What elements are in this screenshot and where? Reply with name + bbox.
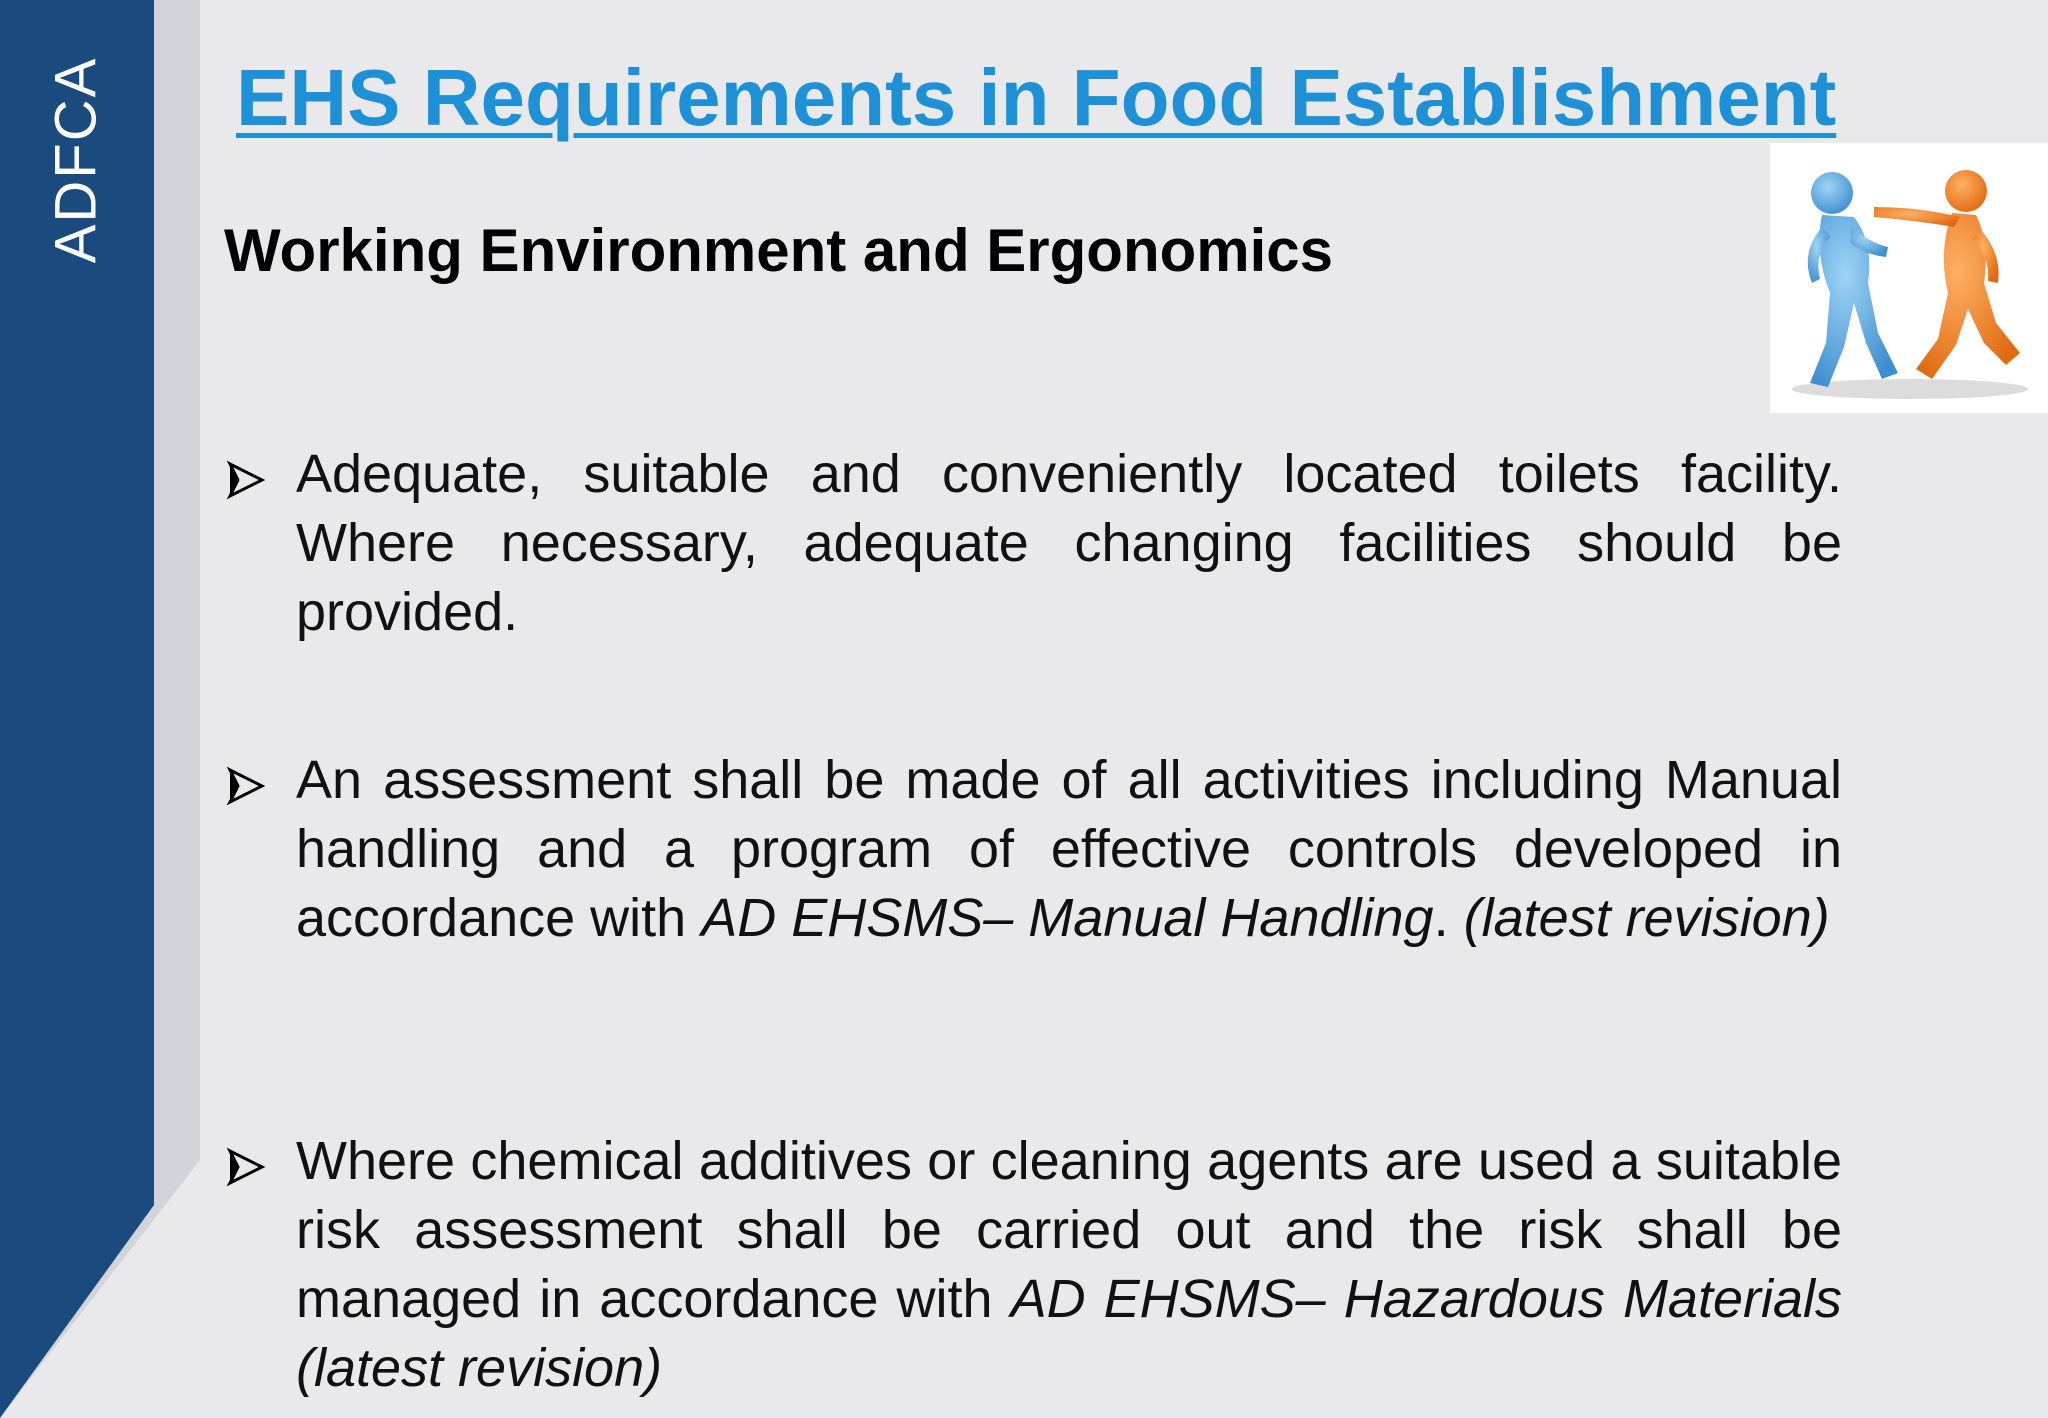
bullet-text-period: . (1433, 888, 1464, 948)
pointing-figures-icon (1770, 143, 2048, 413)
bullet-text-reference: AD EHSMS– Hazardous Materials (latest revision) (296, 1269, 1843, 1398)
bullet-text-plain: Where chemical additives or cleaning agents are used a suitable risk assessment shall be carried out and the risk shall be managed in accordance with (296, 1131, 1842, 1329)
bullet-text-plain: An assessment shall be made of all activities including Manual handling and a program of effective controls developed in accordance with (296, 750, 1842, 948)
arrow-bullet-icon (224, 1145, 268, 1189)
arrow-bullet-icon (224, 458, 268, 502)
bullet-text-revision: (latest revision) (1463, 888, 1830, 948)
arrow-bullet-icon (224, 764, 268, 808)
slide-title: EHS Requirements in Food Establishment (236, 53, 1837, 142)
brand-logo-text: ADFCA (43, 56, 109, 264)
bullet-text-reference: AD EHSMS– Manual Handling (701, 888, 1434, 948)
slide-subtitle: Working Environment and Ergonomics (224, 217, 1334, 284)
bullet-text (296, 746, 1842, 953)
illustration (1770, 143, 2048, 413)
bullet-text (296, 1127, 1842, 1403)
bullet-text: Adequate, suitable and conveniently located toilets facility. Where necessary, adequate changing facilities should be provided. (296, 444, 1842, 642)
